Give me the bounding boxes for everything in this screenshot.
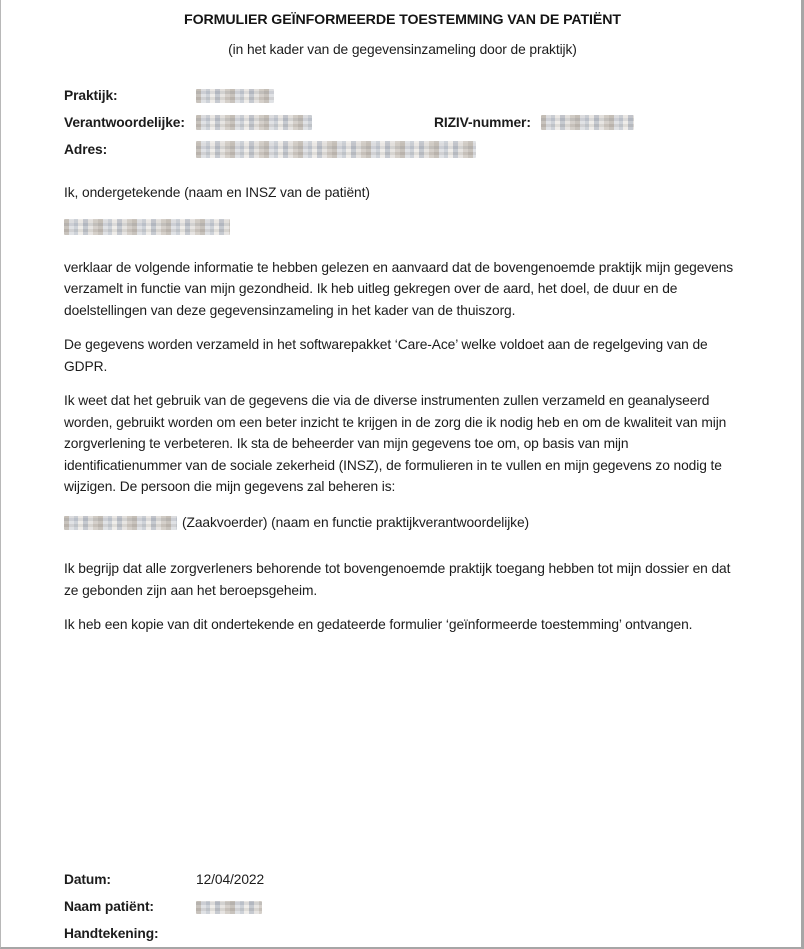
verantwoordelijke-value-redacted [196, 115, 312, 130]
praktijk-label: Praktijk: [64, 87, 118, 103]
adres-value-redacted [196, 141, 476, 158]
form-subtitle: (in het kader van de gegevensinzameling door de praktijk) [228, 42, 577, 57]
patient-name-insz-redacted [64, 219, 230, 235]
intro-line: Ik, ondergetekende (naam en INSZ van de patiënt) [64, 185, 370, 200]
document-content [1, 0, 801, 948]
paragraph-access: Ik begrijp dat alle zorgverleners behorende tot bovengenoemde praktijk toegang hebben tot mijn dossier en dat ze gebonden zijn aan het beroepsgeheim. [64, 561, 731, 598]
verantwoordelijke-row [64, 109, 741, 136]
naam-patient-row [64, 894, 741, 921]
datum-value: 12/04/2022 [196, 872, 265, 888]
adres-label: Adres: [64, 141, 108, 157]
practice-info-block [64, 82, 741, 163]
naam-patient-label: Naam patiënt: [64, 899, 154, 915]
manager-line-suffix: (Zaakvoerder) (naam en functie praktijkverantwoordelijke) [182, 514, 530, 530]
datum-row [64, 867, 741, 894]
riziv-nummer-label: RIZIV-nummer: [434, 114, 531, 130]
signature-block [64, 867, 741, 948]
paragraph-software: De gegevens worden verzameld in het softwarepakket ‘Care-Ace’ welke voldoet aan de regelgeving van de GDPR. [64, 337, 708, 374]
handtekening-row [64, 921, 741, 948]
naam-patient-value-redacted [196, 901, 262, 914]
paragraph-data-use: Ik weet dat het gebruik van de gegevens die via de diverse instrumenten zullen verzameld en geanalyseerd worden, gebruikt worden om een beter inzicht te krijgen in de zorg die ik nodig heb en om de kwaliteit van mijn zorgverlening te verbeteren. Ik sta de beheerder van mijn gegevens toe om, op basis van mijn identificatienummer van de sociale zekerheid (INSZ), de formulieren in te vullen en mijn gegevens zo nodig te wijzigen. De persoon die mijn gegevens zal beheren is: [64, 393, 727, 494]
praktijk-value-redacted [196, 89, 274, 103]
verantwoordelijke-label: Verantwoordelijke: [64, 114, 185, 130]
paragraph-copy-received: Ik heb een kopie van dit ondertekende en gedateerde formulier ‘geïnformeerde toestemming’ ontvangen. [64, 617, 693, 632]
handtekening-label: Handtekening: [64, 926, 159, 942]
riziv-nummer-value-redacted [541, 115, 634, 130]
form-title: FORMULIER GEÏNFORMEERDE TOESTEMMING VAN DE PATIËNT [184, 12, 621, 28]
adres-row [64, 136, 741, 163]
praktijk-row [64, 82, 741, 109]
manager-name-redacted [64, 516, 177, 530]
datum-label: Datum: [64, 872, 111, 888]
manager-line [64, 512, 741, 534]
paragraph-consent-1: verklaar de volgende informatie te hebben gelezen en aanvaard dat de bovengenoemde praktijk mijn gegevens verzamelt in functie van mijn gezondheid. Ik heb uitleg gekregen over de aard, het doel, de duur en de doelstellingen van deze gegevensinzameling in het kader van de thuiszorg. [64, 259, 734, 318]
